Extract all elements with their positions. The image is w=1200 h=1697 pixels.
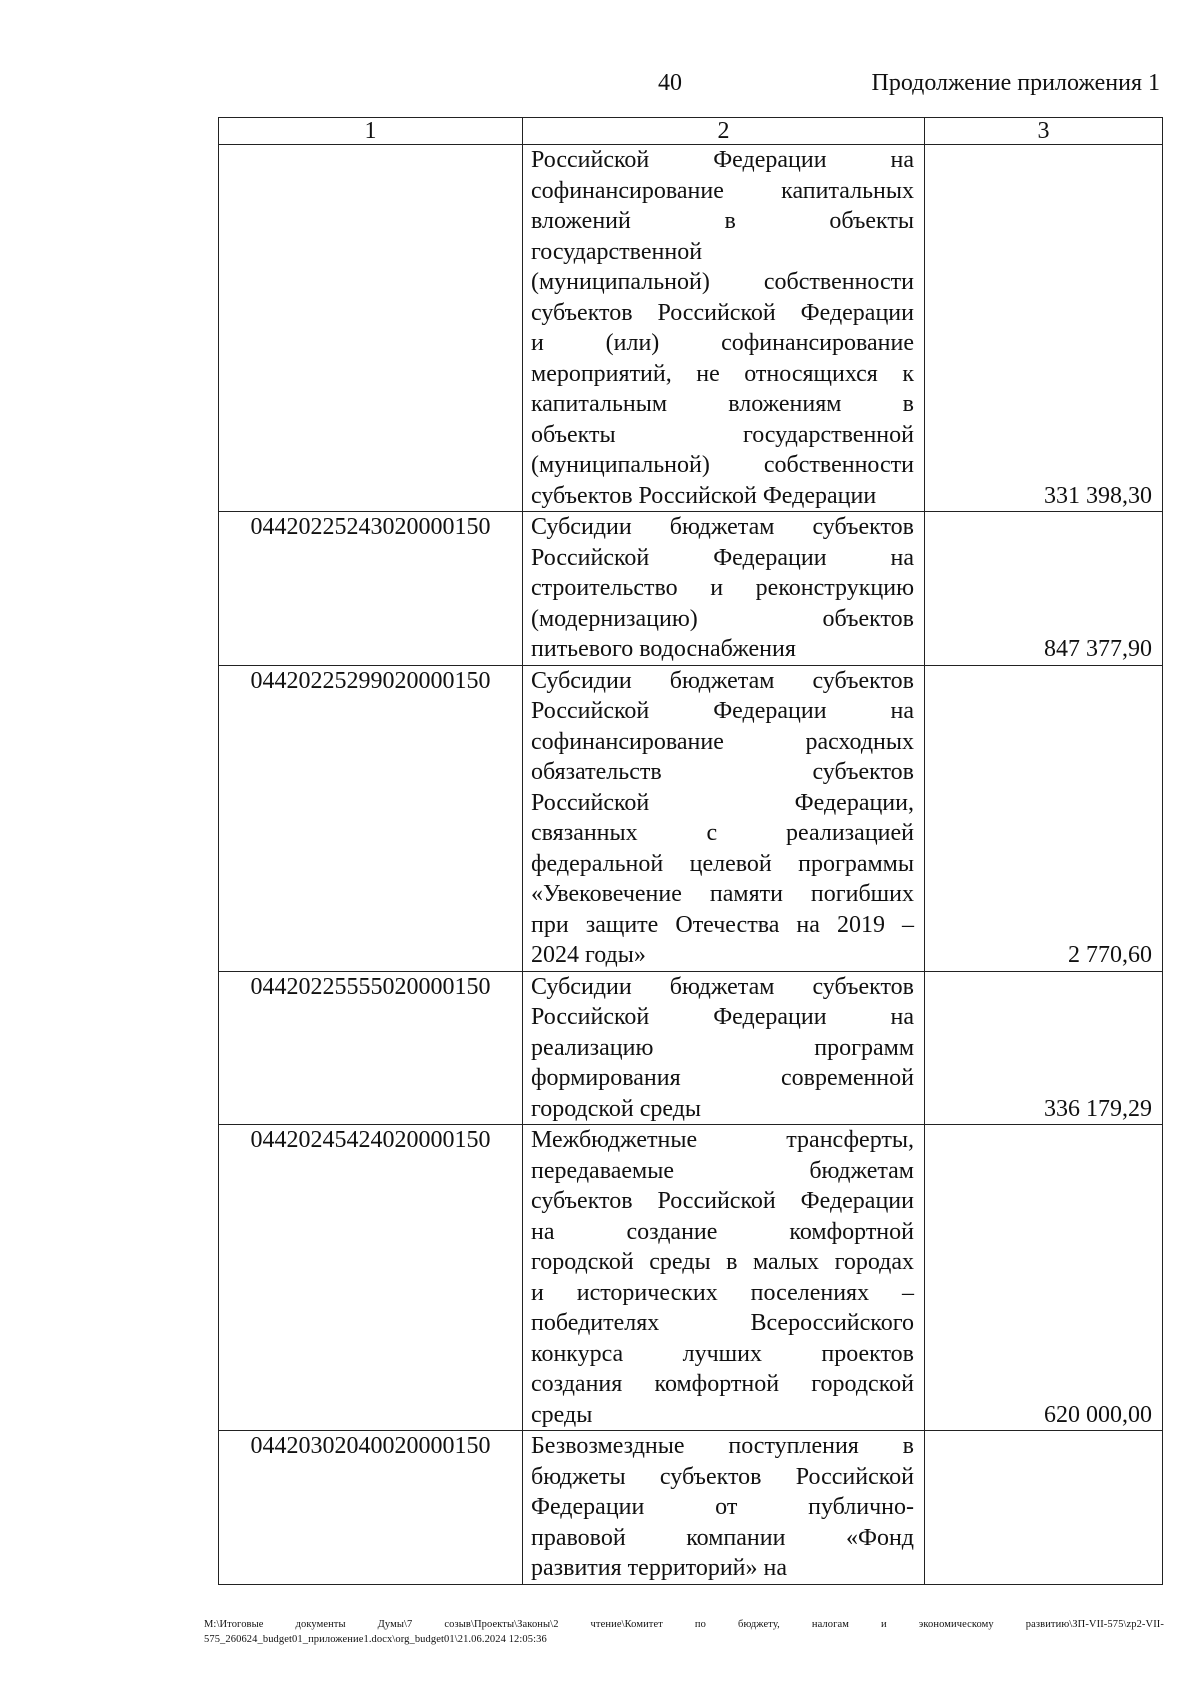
description-line: развития территорий» на — [531, 1555, 788, 1581]
description-line: объекты государственной — [531, 421, 914, 448]
description-line: Субсидии бюджетам субъектов — [531, 667, 914, 694]
amount-cell: 331 398,30 — [925, 145, 1163, 512]
continuation-label: Продолжение приложения 1 — [871, 70, 1160, 96]
description-line: победителях Всероссийского — [531, 1310, 914, 1336]
budget-code-cell: 04420302040020000150 — [219, 1431, 523, 1585]
description-line: софинансирование капитальных — [531, 177, 914, 204]
description-line: создания комфортной городской — [531, 1371, 914, 1397]
table-row — [219, 145, 1163, 512]
description-line: субъектов Российской Федерации — [531, 1188, 914, 1214]
description-line: городской среды в малых городах — [531, 1249, 914, 1275]
amount-cell: 620 000,00 — [925, 1125, 1163, 1431]
description-line: реализацию программ — [531, 1034, 914, 1061]
footer-line: М:\Итоговые документы Думы\7 созыв\Проекты\Законы\2 чтение\Комитет по бюджету, налогам и экономическому развитию\ЗП-VII-575\zp2-VII- — [204, 1619, 1164, 1630]
description-line: строительство и реконструкцию — [531, 575, 914, 601]
amount-cell: 847 377,90 — [925, 512, 1163, 666]
description-line: формирования современной — [531, 1065, 914, 1091]
amount-cell: 336 179,29 — [925, 971, 1163, 1125]
budget-code-cell: 04420245424020000150 — [219, 1125, 523, 1431]
file-path-footer — [204, 1617, 1164, 1647]
column-header-1: 1 — [219, 118, 523, 145]
description-line: капитальным вложениям в — [531, 391, 914, 417]
budget-code-cell: 04420225555020000150 — [219, 971, 523, 1125]
table-row — [219, 665, 1163, 971]
description-line: вложений в объекты — [531, 208, 914, 234]
description-line: при защите Отечества на 2019 – — [531, 911, 914, 938]
amount-cell: 2 770,60 — [925, 665, 1163, 971]
description-line: на создание комфортной — [531, 1218, 914, 1245]
budget-code-cell: 04420225299020000150 — [219, 665, 523, 971]
budget-code-cell: 04420225243020000150 — [219, 512, 523, 666]
description-line: (муниципальной) собственности — [531, 269, 914, 295]
description-line: Федерации от публично- — [531, 1494, 914, 1520]
description-line: федеральной целевой программы — [531, 850, 914, 877]
description-line: среды — [531, 1401, 593, 1428]
description-line: Субсидии бюджетам субъектов — [531, 973, 914, 1000]
amount-cell — [925, 1431, 1163, 1585]
description-line: Российской Федерации на — [531, 698, 914, 724]
description-line: (модернизацию) объектов — [531, 605, 914, 632]
budget-code-cell — [219, 145, 523, 512]
table-header-row — [219, 118, 1163, 145]
description-line: субъектов Российской Федерации — [531, 299, 914, 326]
table-body — [219, 145, 1163, 1585]
description-line: передаваемые бюджетам — [531, 1157, 914, 1184]
description-cell — [523, 665, 925, 971]
description-line: и исторических поселениях – — [531, 1279, 914, 1306]
table-row — [219, 971, 1163, 1125]
description-line: связанных с реализацией — [531, 820, 914, 846]
description-line: Российской Федерации на — [531, 1004, 914, 1030]
description-line: Субсидии бюджетам субъектов — [531, 514, 914, 540]
description-line: городской среды — [531, 1095, 702, 1122]
description-cell — [523, 971, 925, 1125]
description-line: конкурса лучших проектов — [531, 1340, 914, 1367]
description-cell — [523, 512, 925, 666]
table-row — [219, 512, 1163, 666]
description-line: Российской Федерации на — [531, 147, 914, 173]
description-line: мероприятий, не относящихся к — [531, 360, 914, 387]
description-line: и (или) софинансирование — [531, 330, 914, 356]
description-line: Российской Федерации, — [531, 789, 914, 816]
description-line: «Увековечение памяти погибших — [531, 881, 914, 907]
table-row — [219, 1431, 1163, 1585]
description-line: обязательств субъектов — [531, 759, 914, 785]
description-line: Межбюджетные трансферты, — [531, 1127, 914, 1153]
description-line: Российской Федерации на — [531, 544, 914, 571]
description-line: бюджеты субъектов Российской — [531, 1463, 914, 1490]
table-row — [219, 1125, 1163, 1431]
page-number: 40 — [658, 70, 682, 96]
description-line: Безвозмездные поступления в — [531, 1433, 914, 1459]
description-cell — [523, 1431, 925, 1585]
footer-line: 575_260624_budget01_приложение1.docx\org_budget01\21.06.2024 12:05:36 — [204, 1634, 547, 1645]
description-line: субъектов Российской Федерации — [531, 482, 877, 509]
description-line: питьевого водоснабжения — [531, 636, 796, 662]
description-cell — [523, 1125, 925, 1431]
description-line: (муниципальной) собственности — [531, 452, 914, 478]
description-cell — [523, 145, 925, 512]
column-header-2: 2 — [523, 118, 925, 145]
description-line: государственной — [531, 238, 703, 265]
budget-table — [218, 117, 1163, 1585]
column-header-3: 3 — [925, 118, 1163, 145]
description-line: 2024 годы» — [531, 942, 646, 968]
description-line: софинансирование расходных — [531, 728, 914, 755]
description-line: правовой компании «Фонд — [531, 1524, 914, 1551]
